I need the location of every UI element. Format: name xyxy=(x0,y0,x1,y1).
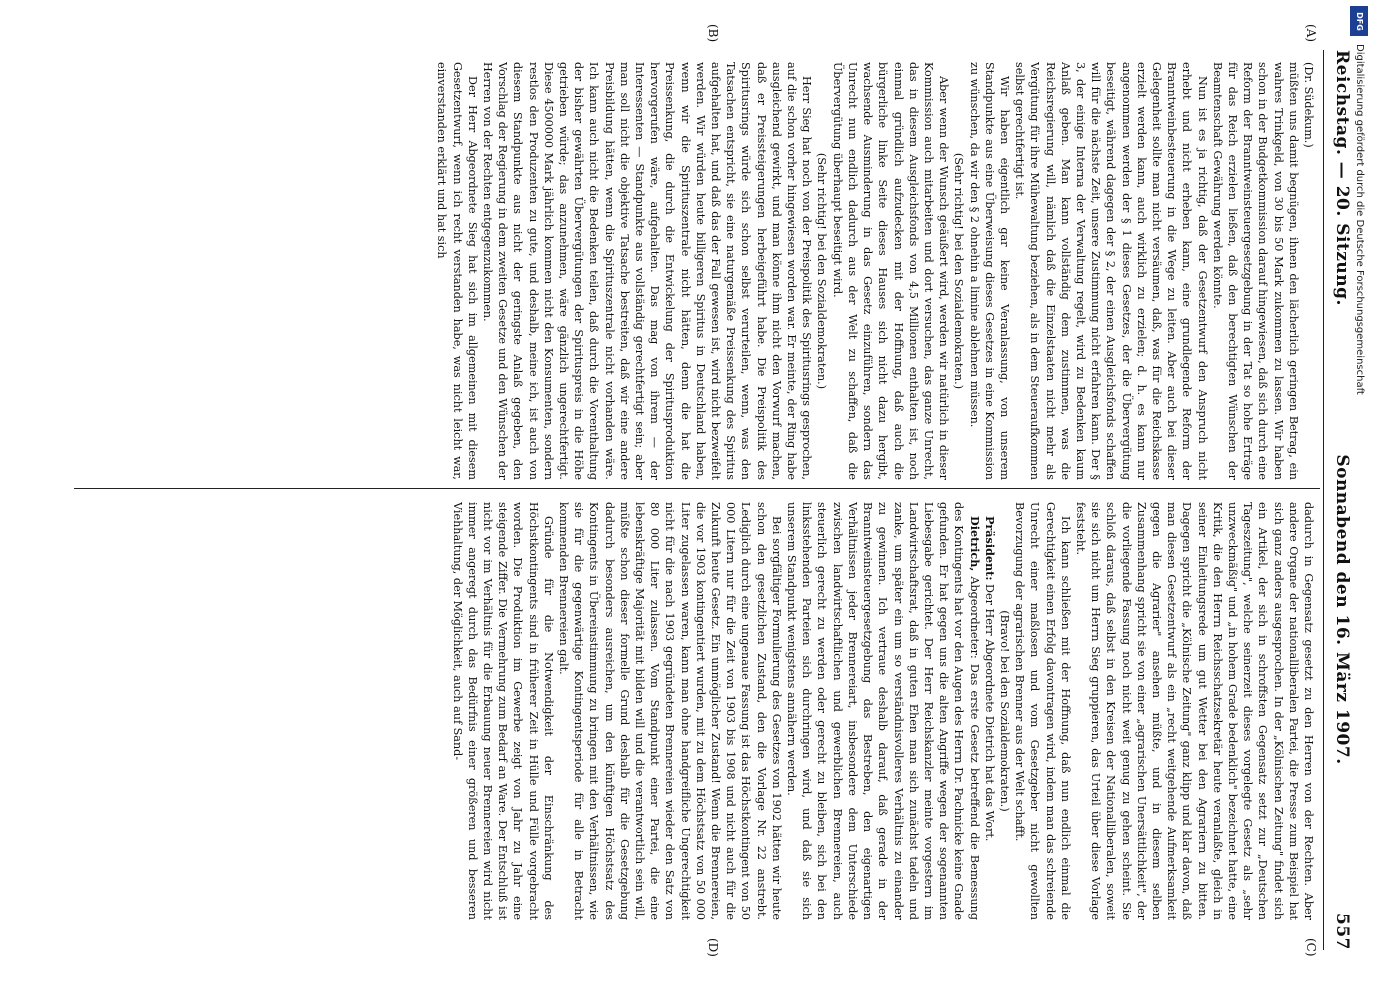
paragraph: Ich kann schließen mit der Hoffnung, daß nun endlich einmal die Gerechtigkeit einen Erfolg davontragen wird, indem man das schreiende Unrecht einer maßlosen und vom Gesetzgeber nicht gewollten Bevorzugung der agrarischen Brenner aus der Welt schafft. xyxy=(1013,502,1072,920)
speech-text: Abgeordneter: Das erste Gesetz betreffend die Bemessung des Kontingents hat vor den Augen des Herrn Dr. Pachnicke keine Gnade gefunden. Er hat gegen uns die alten Angriffe wegen der sogenannten Liebesgabe gerichtet. Der Herr Reichskanzler meinte vorgestern im Landwirtschaftsrat, daß in guten Ehen man sich zunächst tadeln und zanke, um später ein um so verständnisvolleres Verhältnis zu einander zu gewinnen. Ich vertraue deshalb darauf, daß gerade in der Branntweinsteuergesetzgebung das Bestreben, den eigenartigen Verhältnissen jeder Brennereiart, insbesondere dem Unterschiede zwischen landwirtschaftlichen und gewerblichen Brennereien, auch steuerlich gerecht zu werden oder gerecht zu bleiben, sich bei den linksstehenden Parteien sich durchringen wird, und daß sie sich unserem Standpunkt wenigstens annähern werden. xyxy=(785,502,981,920)
paragraph: Der Herr Abgeordnete Sieg hat sich im allgemeinen mit diesem Gesetzentwurf, wenn ich recht verstanden habe, was nicht leicht war, einverstanden erklärt und hat sich xyxy=(435,62,479,480)
paragraph: Bei sorgfältiger Formulierung des Gesetzes von 1902 hätten wir heute schon den gesetzlichen Zustand, den die Vorlage Nr. 22 anstrebt. Lediglich durch eine ungenaue Fassung ist das Höchstkontingent von 50 000 Litern nur für die Zeit von 1903 bis 1908 und nicht auch für die Zukunft heute Gesetz. Ein unmöglicher Zustand! Wenn die Brennereien, die vor 1903 kontingentiert wurden, mit zu dem Höchstsatz von 50 000 Liter zugelassen waren, kann man ohne handgreifliche Ungerechtigkeit nicht für die nach 1903 gegründeten Brennereien wieder den Satz von 80 000 Liter zulassen. Vom Standpunkt einer Partei, die eine lebenskräftige Majorität mit bilden will und die verantwortlich sein will, müßte schon dieser formelle Grund deshalb für die Gesetzgebung dadurch besonders ausreichen, um den künftigen Höchstsatz des Kontingents in Übereinstimmung zu bringen mit den Verhältnissen, wie sie für die gegenwärtige Kontingentsperiode für alle in Betracht kommenden Brennereien galt. xyxy=(557,502,783,920)
header-rule xyxy=(1323,50,1324,950)
paragraph: Wir haben eigentlich gar keine Veranlassung, von unserem Standpunkte aus eine Überweisung dieses Gesetzes in eine Kommission zu wünschen, da wir den § 2 ohnehin a limine ablehnen müssen. xyxy=(967,62,1011,480)
interjection: (Sehr richtig! bei den Sozialdemokraten.) xyxy=(952,152,966,390)
paragraph: Aber wenn der Wunsch geäußert wird, werden wir natürlich in dieser Kommission auch mitarbeiten und dort versuchen, das ganze Unrecht, das in diesem Ausgleichsfonds von 4,5 Millionen enthalten ist, noch einmal gründlich aufzudecken mit der Hoffnung, daß auch die bürgerliche linke Seite dieses Hauses sich nicht dazu hergibt, wachsende Ausminderung in das Gesetz einzuführen, sondern das Unrecht nun endlich dadurch aus der Welt zu schaffen, daß die Übervergütung überhaupt beseitigt wird. xyxy=(830,62,951,480)
paragraph: müßten uns damit begnügen, ihnen den lächerlich geringen Betrag, ein wahres Trinkgeld, von 30 bis 50 Mark zukommen zu lassen. Wir haben schon in der Budgetkommission darauf hingewiesen, daß sich durch eine Reform der Branntweinsteuergesetzgebung in der Tat so hohe Erträge für das Reich erzielen ließen, daß den berechtigten Wünschen der Beamtenschaft Gewährung werden könnte. xyxy=(1210,62,1300,480)
speaker-tag: (Dr. Südekum.) xyxy=(1302,62,1315,148)
interjection: (Sehr richtig! bei den Sozialdemokraten.) xyxy=(815,152,829,390)
president-text: Der Herr Abgeordnete Dietrich hat das Wort. xyxy=(982,584,996,842)
margin-marker-b: (B) xyxy=(706,24,720,43)
margin-marker-a: (A) xyxy=(1304,24,1318,43)
paragraph: Nun ist es ja richtig, daß der Gesetzentwurf den Anspruch nicht erhebt und nicht erheben kann, eine grundlegende Reform der Branntweinbesteuerung in die Wege zu leiten. Aber auch bei dieser Gelegenheit sollte man nicht versäumen, daß, was für die Reichskasse erzielt werden kann, auch wirklich zu erzielen; d. h. es kann nur angenommen werden der § 1 dieses Gesetzes, der die Übervergütung beseitigt, während dagegen der § 2, der einen Ausgleichsfonds schaffen will für die nächste Zeit, unsere Zustimmung nicht erfahren kann. Der § 3, der einige Interna der Verwaltung regelt, wird zu Bedenken kaum Anlaß geben. Man kann vollständig dem zustimmen, was die Reichsregierung will, nämlich daß die Einzelstaaten nicht mehr als Vergütung für ihre Mühewaltung beziehen, als in dem Steueraufkommen selbst gerechtfertigt ist. xyxy=(1013,62,1209,480)
paragraph: Gründe für die Notwendigkeit der Einschränkung des Höchstkontingents sind in früherer Zeit in Hülle und Fülle vorgebracht worden. Die Produktion im Gewerbe zeigt von Jahr zu Jahr eine steigende Ziffer. Die Vermehrung zum Bedarf an Ware. Der Entschluß ist nicht vor im Verhältnis für die Erbauung neuer Brennereien wird nicht immer angeregt durch das Bedürfnis einer größeren und besseren Viehhaltung, der Möglichkeit, auch auf Sand- xyxy=(450,502,555,920)
digitization-sidebar xyxy=(1344,0,1383,1000)
paragraph: dadurch in Gegensatz gesetzt zu den Herren von der Rechten. Aber andere Organe der nationalliberalen Partei, die Presse zum Beispiel hat sich ganz anders ausgesprochen. In der „Kölnischen Zeitung" findet sich ein Artikel, der sich in schroffsten Gegensatz setzt zur „Deutschen Tageszeitung", welche seinerzeit dieses vorgelegte Gesetz als „sehr unzweckmäßig" und „in hohem Grade bedenklich" bezeichnet hatte, eine Kritik, die den Herrn Reichsschatzsekretär heute veranlaßte, gleich in seiner Einleitungsrede um gut Wetter bei den Agrariern zu bitten. Dagegen spricht die „Kölnische Zeitung" ganz klipp und klar davon, daß man diesen Gesetzentwurf als ein „recht weitgehende Aufmerksamkeit gegen die Agrarier" ansehen müßte, und in diesem selben Zusammenhang spricht sie von einer „agrarischen Unersättlichkeit", der die vorliegende Fassung noch nicht weit genug zu gehen scheint. Sie schloß daraus, daß selbst in den Kreisen der Nationalliberalen, soweit sie sich nicht um Herrn Sieg gruppieren, das Urteil über diese Vorlage feststeht. xyxy=(1073,502,1315,920)
paragraph: Herr Sieg hat noch von der Preispolitik des Spiritusrings gesprochen, auf die schon vorher hingewiesen worden war. Er meinte, der Ring habe ausgleichend gewirkt, und man könne ihm nicht den Vorwurf machen, daß er Preissteigerungen herbeigeführt habe. Die Preispolitik des Spiritusrings würde sich schon selbst verurteilen, wenn, was den Tatsachen entspricht, sie eine naturgemäße Preissenkung des Spiritus aufgehalten hat, und daß das der Fall gewesen ist, wird nicht bezweifelt werden. Wir würden heute billigeren Spiritus in Deutschland haben, wenn wir die Spirituszentrale nicht hätten, denn die hat die Preissenkung, die durch die Entwickelung der Spiritusproduktion hervorgerufen wäre, aufgehalten. Das mag von ihrem — der Interessenten — Standpunkte aus vollständig gerechtfertigt sein; aber man soll nicht die objektive Tatsache bestreiten, daß wir eine andere Preisbildung hätten, wenn die Spirituszentrale nicht vorhanden wäre. Ich kann auch nicht die Bedenken teilen, daß durch die Vorenthaltung der bisher gewährten Übervergütungen der Spirituspreis in die Höhe getrieben würde; das anzunehmen, wäre gänzlich ungerechtfertigt. Diese 4500000 Mark jährlich kommen nicht den Konsumenten, sondern restlos den Produzenten zu gute, und deshalb, meine ich, ist auch von diesem Standpunkte aus nicht der geringste Anlaß gegeben, den Vorschlag der Regierung in dem zweiten Gesetze und den Wünschen der Herren von der Rechten entgegenzukommen. xyxy=(481,62,814,480)
column-divider xyxy=(74,488,1320,489)
right-column xyxy=(66,502,1316,920)
left-column xyxy=(66,62,1316,480)
president-line xyxy=(982,502,997,920)
header-left: Reichstag. — 20. Sitzung. xyxy=(1332,50,1352,306)
funding-notice: Digitalisierung gefördert durch die Deutsche Forschungsgemeinschaft xyxy=(1354,44,1365,395)
page-number: 557 xyxy=(1332,912,1352,950)
margin-marker-d: (D) xyxy=(706,938,720,957)
dfg-logo-text: DFG xyxy=(1354,11,1364,31)
rotated-page xyxy=(50,10,1360,970)
margin-marker-c: (C) xyxy=(1304,938,1318,957)
speaker-label: Dietrich, xyxy=(967,516,982,572)
speaker-line xyxy=(784,502,982,920)
header-date: Sonnabend den 16. März 1907. xyxy=(1332,454,1352,765)
president-label: Präsident: xyxy=(982,516,997,581)
dfg-logo xyxy=(1350,6,1368,36)
interjection: (Bravo! bei den Sozialdemokraten.) xyxy=(997,610,1011,812)
